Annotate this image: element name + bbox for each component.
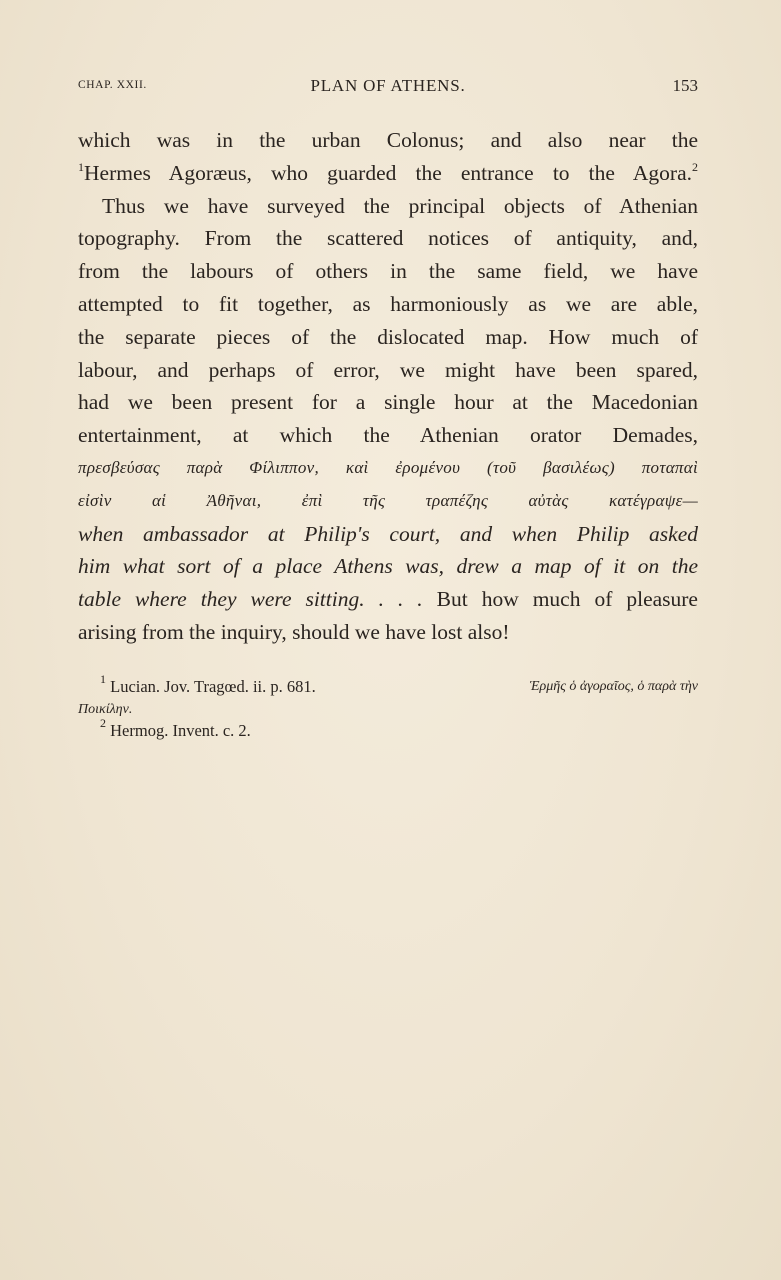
text-line xyxy=(78,288,698,321)
italic-text-line xyxy=(78,518,698,551)
text-line-content: arising from the inquiry, should we have lost also! xyxy=(78,619,510,644)
text-line-content: from the labours of others in the same field, we have xyxy=(78,259,698,284)
text-line xyxy=(78,583,698,616)
text-line-content: But how much of pleasure xyxy=(422,587,698,612)
text-line xyxy=(78,354,698,387)
footnote-greek: Ποικίλην. xyxy=(78,702,133,717)
footnote-number: 1 xyxy=(100,672,106,686)
footnote-marker: 2 xyxy=(692,159,698,174)
text-line-content: attempted to fit together, as harmoniously as we are able, xyxy=(78,291,698,316)
text-line xyxy=(78,386,698,419)
text-line-content: labour, and perhaps of error, we might have been spared, xyxy=(78,357,698,382)
text-line xyxy=(78,616,698,649)
greek-text-line xyxy=(78,485,698,518)
italic-text-line xyxy=(78,550,698,583)
text-line-content: had we been present for a single hour at the Macedonian xyxy=(78,390,698,415)
page-title: PLAN OF ATHENS. xyxy=(310,76,466,95)
greek-text-line xyxy=(78,452,698,485)
footnote-number: 2 xyxy=(100,716,106,730)
text-line xyxy=(78,222,698,255)
footnote-1 xyxy=(78,672,698,697)
footnote-greek: Ἑρμῆς ὁ ἀγοραῖος, ὁ παρὰ τὴν xyxy=(529,679,698,694)
text-line-content: him what sort of a place Athens was, drew a map of it on the xyxy=(78,554,698,579)
footnote-text: Hermog. Invent. c. 2. xyxy=(110,721,251,740)
chapter-label: CHAP. XXII. xyxy=(78,79,147,91)
text-line xyxy=(78,157,698,190)
text-line-content: the separate pieces of the dislocated map. How much of xyxy=(78,324,698,349)
text-line-content: topography. From the scattered notices of antiquity, and, xyxy=(78,226,698,251)
footnote-2 xyxy=(78,716,698,741)
text-line-content: πρεσβεύσας παρὰ Φίλιππον, καὶ ἐρομένου (τοῦ βασιλέως) ποταπαὶ xyxy=(78,457,698,477)
footnote-1-continuation xyxy=(78,697,698,720)
text-line xyxy=(78,321,698,354)
text-line xyxy=(78,419,698,452)
text-line-content: entertainment, at which the Athenian orator Demades, xyxy=(78,423,698,448)
text-line xyxy=(78,190,698,223)
text-line-content: Thus we have surveyed the principal objects of Athenian xyxy=(102,193,698,218)
footnotes xyxy=(78,672,698,741)
page-number: 153 xyxy=(672,76,698,95)
text-line-content: when ambassador at Philip's court, and when Philip asked xyxy=(78,521,698,546)
footnote-marker: 1 xyxy=(78,159,84,174)
text-line xyxy=(78,124,698,157)
running-header xyxy=(78,76,698,100)
body-text xyxy=(78,124,698,649)
footnote-text: Lucian. Jov. Tragœd. ii. p. 681. xyxy=(110,677,316,696)
text-line-content: which was in the urban Colonus; and also near the xyxy=(78,128,698,152)
footnote-1-citation xyxy=(100,672,316,697)
text-line-content: Hermes Agoræus, who guarded the entrance to the Agora. xyxy=(84,160,692,185)
italic-fragment: table where they were sitting. . . . xyxy=(78,587,423,612)
text-line xyxy=(78,255,698,288)
text-line-content: εἰσὶν αἱ Ἀθῆναι, ἐπὶ τῆς τραπέζης αὐτὰς κατέγραψε— xyxy=(78,490,698,510)
